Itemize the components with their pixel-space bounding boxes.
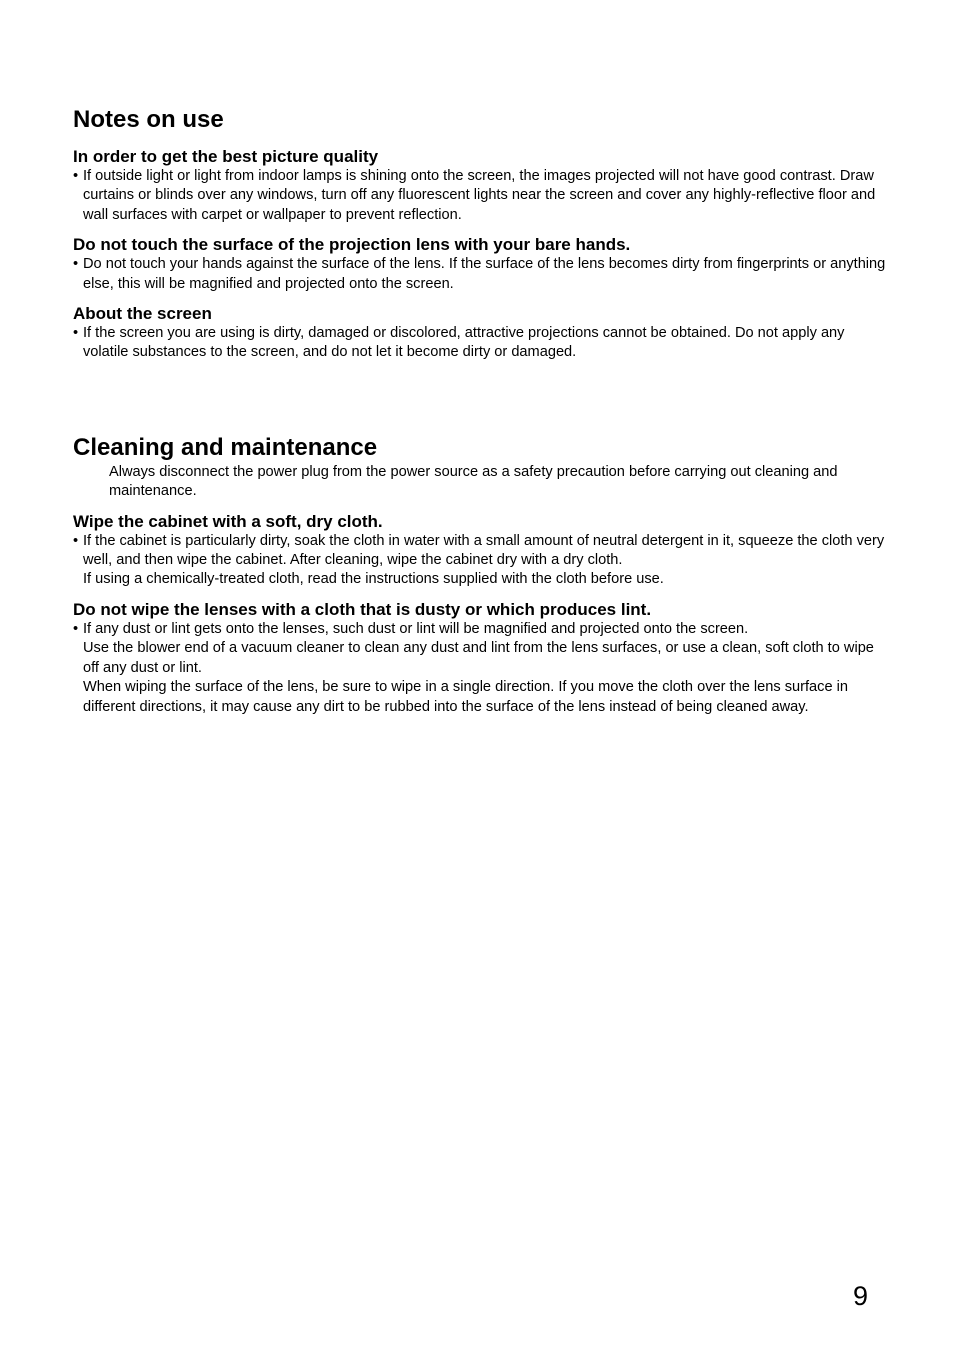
section-heading: About the screen xyxy=(73,304,212,324)
paragraph-text: When wiping the surface of the lens, be sure to wipe in a single direction. If you move the cloth over the lens surface in different directions, it may cause any dirt to be rubbed into the surface of the lens instead of being cleaned away. xyxy=(83,679,848,715)
bullet-text: • If the cabinet is particularly dirty, soak the cloth in water with a small amount of neutral detergent in it, squeeze the cloth very well, and then wipe the cabinet. After cleaning, wipe the cabinet dry with a dry cloth. xyxy=(73,532,888,571)
paragraph-text: If using a chemically-treated cloth, read the instructions supplied with the cloth before use. xyxy=(83,571,664,588)
section-heading: Wipe the cabinet with a soft, dry cloth. xyxy=(73,511,383,531)
section-wipe-cabinet xyxy=(73,511,888,590)
section-heading: Do not touch the surface of the projection lens with your bare hands. xyxy=(73,235,631,255)
section-lens-wiping xyxy=(73,599,888,717)
bullet-text: • Do not touch your hands against the surface of the lens. If the surface of the lens becomes dirty from fingerprints or anything else, this will be magnified and projected onto the screen. xyxy=(73,255,888,294)
section-projection-lens xyxy=(73,234,888,294)
cleaning-maintenance-title: Cleaning and maintenance xyxy=(73,433,378,461)
bullet-text: • If outside light or light from indoor lamps is shining onto the screen, the images projected will not have good contrast. Draw curtains or blinds over any windows, turn off any fluorescent lights near the screen and cover any highly-reflective floor and wall surfaces with carpet or wallpaper to prevent reflection. xyxy=(73,167,888,225)
page-content xyxy=(73,105,888,726)
section-heading: Do not wipe the lenses with a cloth that is dusty or which produces lint. xyxy=(73,599,652,619)
notes-on-use-title: Notes on use xyxy=(73,106,224,133)
section-best-picture-quality xyxy=(73,146,888,225)
section-about-screen xyxy=(73,303,888,363)
section-heading: In order to get the best picture quality xyxy=(73,147,379,166)
bullet-text: • If any dust or lint gets onto the lenses, such dust or lint will be magnified and projected onto the screen. xyxy=(73,620,888,639)
bullet-text: • If the screen you are using is dirty, damaged or discolored, attractive projections cannot be obtained. Do not apply any volatile substances to the screen, and do not let it become dirty or damaged. xyxy=(73,324,888,363)
page-number: 9 xyxy=(853,1281,869,1311)
cleaning-intro-text: Always disconnect the power plug from the power source as a safety precaution before carrying out cleaning and maintenance. xyxy=(109,463,838,500)
paragraph-text: Use the blower end of a vacuum cleaner to clean any dust and lint from the lens surfaces, or use a clean, soft cloth to wipe off any dust or lint. xyxy=(83,640,874,676)
